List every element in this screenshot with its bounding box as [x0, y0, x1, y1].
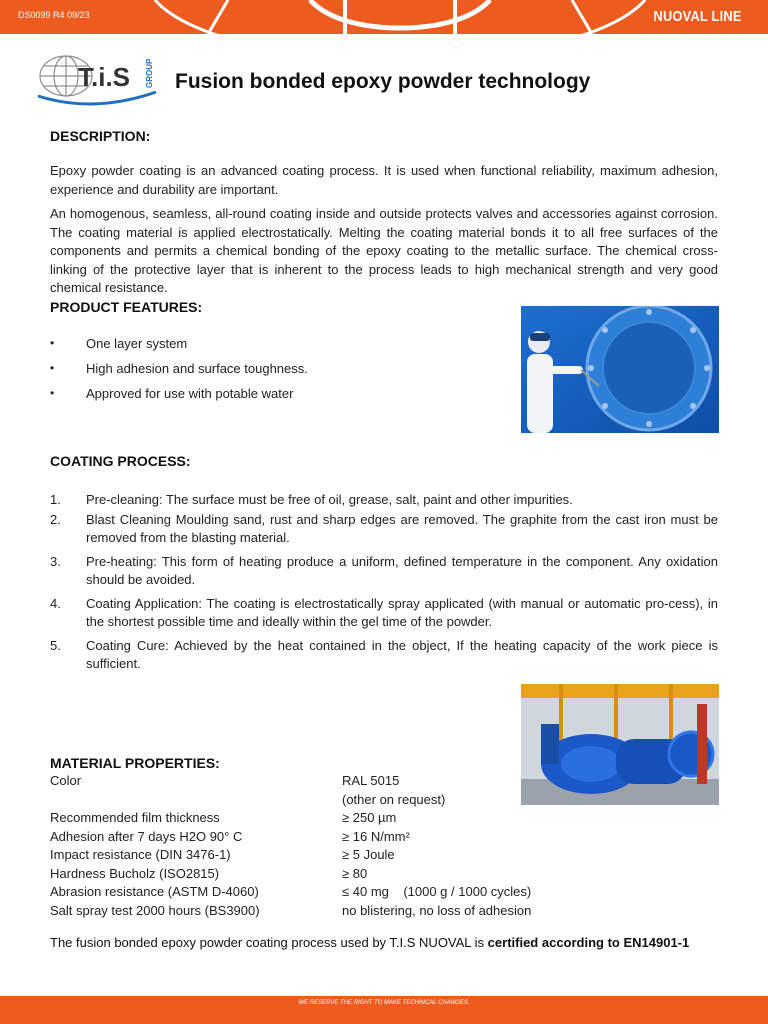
features-list — [50, 336, 308, 411]
step-number: 5. — [50, 638, 61, 653]
description-heading: DESCRIPTION: — [50, 128, 151, 144]
description-paragraph-2: An homogenous, seamless, all-round coating inside and outside protects valves and accessories against corrosion. The coating material is applied electrostatically. Melting the coating material bonds it to all free surfaces of the components and permits a chemical bonding of the epoxy coating to the metallic surface. The chemical cross-linking of the protective layer that is inherent to the process leads to high mechanical strength and very good chemical resistance. — [50, 206, 718, 295]
list-item: • High adhesion and surface toughness. — [50, 361, 308, 386]
list-item — [50, 553, 718, 589]
step-number: 2. — [50, 512, 61, 527]
property-label: Color — [50, 773, 82, 788]
list-item: • Approved for use with potable water — [50, 386, 308, 411]
property-label: Adhesion after 7 days H2O 90° C — [50, 828, 243, 844]
step-text: Pre-heating: This form of heating produce a uniform, defined temperature in the component. Any oxidation should be avoided. — [86, 554, 718, 587]
step-number: 4. — [50, 596, 61, 611]
step-text: Coating Application: The coating is electrostatically spray applicated (with manual or automatic pro-cess), in the shortest possible time and ideally within the gel time of the powder. — [86, 596, 718, 629]
document-code: DS0099 R4 09/23 — [18, 10, 90, 20]
list-item — [50, 637, 718, 673]
property-value: ≥ 5 Joule — [342, 847, 395, 862]
property-value: ≥ 80 — [342, 865, 368, 881]
property-value: ≥ 16 N/mm² — [342, 828, 410, 844]
process-steps-list — [50, 491, 718, 673]
property-value: ≤ 40 mg (1000 g / 1000 cycles) — [342, 884, 532, 899]
footer-disclaimer: WE RESERVE THE RIGHT TO MAKE TECHNICAL CHANGES. — [298, 1000, 470, 1006]
property-value: (other on request) — [342, 791, 446, 807]
property-label: Abrasion resistance (ASTM D-4060) — [50, 884, 259, 899]
certification-standard: certified according to EN14901-1 — [487, 935, 690, 950]
step-text: Coating Cure: Achieved by the heat contained in the object, If the heating capacity of the work piece is sufficient. — [86, 638, 718, 671]
certification-text: The fusion bonded epoxy powder coating process used by T.I.S NUOVAL is — [50, 935, 488, 950]
worker-spraying-valve-photo — [521, 306, 719, 433]
property-label: Recommended film thickness — [50, 810, 220, 825]
property-label: Salt spray test 2000 hours (BS3900) — [50, 902, 260, 918]
property-label: Hardness Bucholz (ISO2815) — [50, 865, 220, 881]
logo-wordmark: T.i.S — [78, 62, 131, 92]
description-paragraph-1: Epoxy powder coating is an advanced coating process. It is used when functional reliability, maximum adhesion, experience and durability are important. — [50, 163, 718, 197]
property-label: Impact resistance (DIN 3476-1) — [50, 847, 231, 862]
step-number: 1. — [50, 492, 61, 507]
page-title: Fusion bonded epoxy powder technology — [175, 70, 591, 93]
list-item — [50, 595, 718, 631]
list-item — [50, 491, 718, 509]
property-value: no blistering, no loss of adhesion — [342, 902, 532, 918]
property-value: ≥ 250 µm — [342, 810, 397, 825]
list-item — [50, 511, 718, 547]
step-text: Blast Cleaning Moulding sand, rust and sharp edges are removed. The graphite from the cast iron must be removed from the blasting material. — [86, 512, 718, 545]
header-bar — [0, 0, 768, 34]
tis-group-logo — [36, 48, 160, 106]
properties-heading: MATERIAL PROPERTIES: — [50, 755, 220, 771]
certification-statement — [50, 934, 730, 952]
coated-valves-hanging-photo — [521, 684, 719, 805]
product-line-label: NUOVAL LINE — [653, 8, 742, 25]
tis-group-globe-logo — [36, 48, 160, 106]
list-item: • One layer system — [50, 336, 308, 361]
property-value: RAL 5015 — [342, 773, 400, 788]
features-heading: PRODUCT FEATURES: — [50, 299, 203, 315]
process-heading: COATING PROCESS: — [50, 453, 191, 469]
step-number: 3. — [50, 554, 61, 569]
step-text: Pre-cleaning: The surface must be free of oil, grease, salt, paint and other impurities. — [86, 492, 573, 507]
logo-group-label: GROUP — [145, 58, 154, 88]
